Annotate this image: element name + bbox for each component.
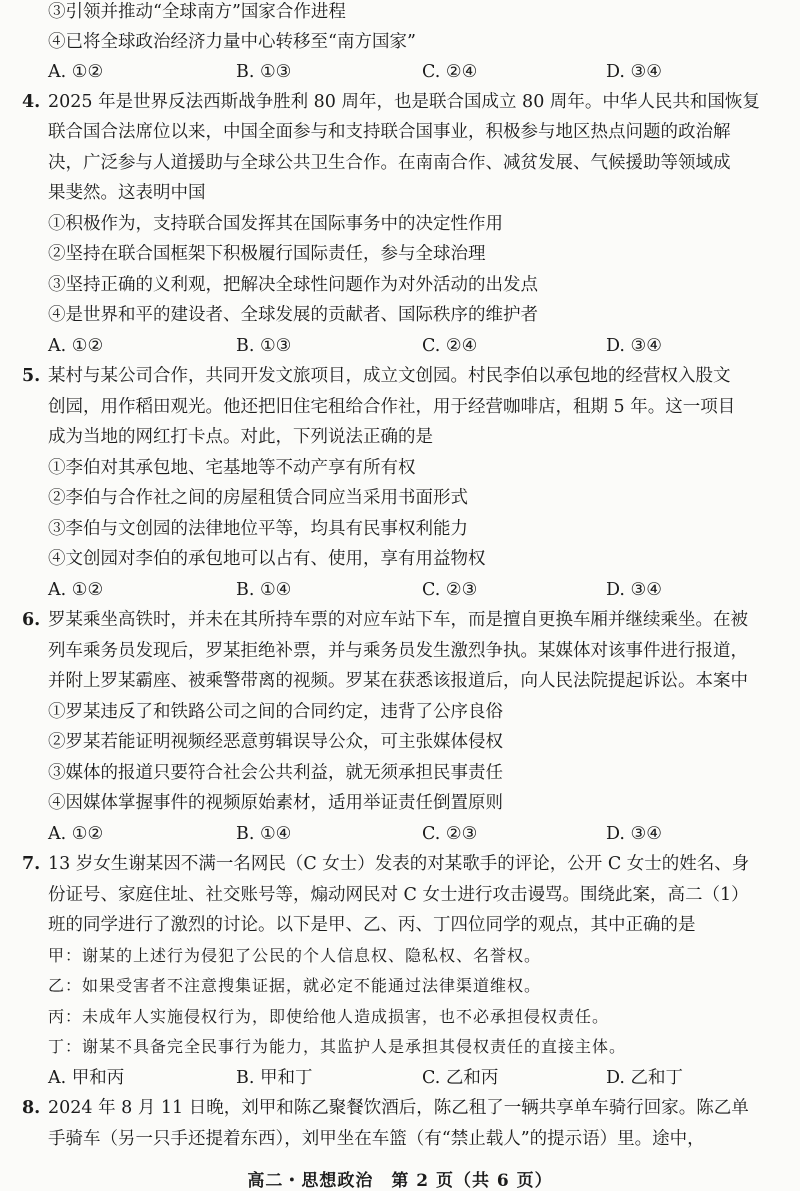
- q6-number: 6.: [22, 610, 41, 630]
- q3-statement-4: ④已将全球政治经济力量中心转移至“南方国家”: [48, 32, 416, 52]
- q7-choice-a: A. 甲和丙: [48, 1068, 125, 1088]
- q4-line-2: 联合国合法席位以来，中国全面参与和支持联合国事业，积极参与地区热点问题的政治解: [48, 122, 731, 142]
- q4-line-4: 果斐然。这表明中国: [48, 183, 206, 203]
- q7-number: 7.: [22, 854, 41, 874]
- q6-choices: [48, 821, 748, 847]
- q6-line-3: 并附上罗某霸座、被乘警带离的视频。罗某在获悉该报道后，向人民法院提起诉讼。本案中: [48, 671, 748, 691]
- q6-line-2: 列车乘务员发现后，罗某拒绝补票，并与乘务员发生激烈争执。某媒体对该事件进行报道，: [48, 641, 748, 661]
- q3-choice-a: A. ①②: [48, 62, 104, 82]
- q5-choices: [48, 577, 748, 603]
- q4-choice-d: D. ③④: [606, 336, 662, 356]
- q4-statement-4: ④是世界和平的建设者、全球发展的贡献者、国际秩序的维护者: [48, 305, 538, 325]
- q3-choice-b: B. ①③: [236, 62, 292, 82]
- q4-choice-a: A. ①②: [48, 336, 104, 356]
- q7-choice-c: C. 乙和丙: [422, 1068, 499, 1088]
- q7-view-jia: 甲：谢某的上述行为侵犯了公民的个人信息权、隐私权、名誉权。: [48, 946, 542, 965]
- q7-choices: [48, 1065, 748, 1091]
- q4-choices: [48, 333, 748, 359]
- q5-line-2: 创园，用作稻田观光。他还把旧住宅租给合作社，用于经营咖啡店，租期 5 年。这一项目: [48, 397, 736, 417]
- q4-statement-1: ①积极作为，支持联合国发挥其在国际事务中的决定性作用: [48, 214, 503, 234]
- q7-choice-b: B. 甲和丁: [236, 1068, 313, 1088]
- q5-choice-a: A. ①②: [48, 580, 104, 600]
- q7-view-ding: 丁：谢某不具备完全民事行为能力，其监护人是承担其侵权责任的直接主体。: [48, 1037, 627, 1056]
- q3-statement-3: ③引领并推动“全球南方”国家合作进程: [48, 2, 346, 22]
- q5-choice-b: B. ①④: [236, 580, 292, 600]
- q8-number: 8.: [22, 1098, 41, 1118]
- q7-view-yi: 乙：如果受害者不注意搜集证据，就必定不能通过法律渠道维权。: [48, 976, 542, 995]
- q6-choice-b: B. ①④: [236, 824, 292, 844]
- q5-statement-1: ①李伯对其承包地、宅基地等不动产享有所有权: [48, 458, 416, 478]
- q5-number: 5.: [22, 366, 41, 386]
- q3-choices: [48, 59, 748, 85]
- q7-view-bing: 丙：未成年人实施侵权行为，即使给他人造成损害，也不必承担侵权责任。: [48, 1007, 610, 1026]
- q4-choice-b: B. ①③: [236, 336, 292, 356]
- q3-choice-d: D. ③④: [606, 62, 662, 82]
- q7-choice-d: D. 乙和丁: [606, 1068, 684, 1088]
- q8-line-1: 8. 2024 年 8 月 11 日晚，刘甲和陈乙聚餐饮酒后，陈乙租了一辆共享单车骑行回家。陈乙单: [22, 1095, 780, 1121]
- q6-statement-2: ②罗某若能证明视频经恶意剪辑误导公众，可主张媒体侵权: [48, 732, 503, 752]
- q6-line-1: 6. 罗某乘坐高铁时，并未在其所持车票的对应车站下车，而是擅自更换车厢并继续乘坐。在被: [22, 607, 780, 633]
- q6-statement-1: ①罗某违反了和铁路公司之间的合同约定，违背了公序良俗: [48, 702, 503, 722]
- q5-line-1: 5. 某村与某公司合作，共同开发文旅项目，成立文创园。村民李伯以承包地的经营权入股文: [22, 363, 780, 389]
- q5-choice-d: D. ③④: [606, 580, 662, 600]
- q5-line-3: 成为当地的网红打卡点。对此，下列说法正确的是: [48, 427, 433, 447]
- q7-line-3: 班的同学进行了激烈的讨论。以下是甲、乙、丙、丁四位同学的观点，其中正确的是: [48, 915, 696, 935]
- q5-statement-2: ②李伯与合作社之间的房屋租赁合同应当采用书面形式: [48, 488, 468, 508]
- q5-statement-4: ④文创园对李伯的承包地可以占有、使用，享有用益物权: [48, 549, 486, 569]
- q4-line-1: 4. 2025 年是世界反法西斯战争胜利 80 周年，也是联合国成立 80 周年。中华人民共和国恢复: [22, 89, 780, 115]
- q6-choice-d: D. ③④: [606, 824, 662, 844]
- q6-choice-c: C. ②③: [422, 824, 478, 844]
- q5-choice-c: C. ②③: [422, 580, 478, 600]
- q7-line-2: 份证号、家庭住址、社交账号等，煽动网民对 C 女士进行攻击谩骂。围绕此案，高二（1）: [48, 885, 749, 905]
- q5-statement-3: ③李伯与文创园的法律地位平等，均具有民事权利能力: [48, 519, 468, 539]
- q4-statement-3: ③坚持正确的义利观，把解决全球性问题作为对外活动的出发点: [48, 275, 538, 295]
- q4-statement-2: ②坚持在联合国框架下积极履行国际责任，参与全球治理: [48, 244, 486, 264]
- q8-line-2: 手骑车（另一只手还提着东西），刘甲坐在车篮（有“禁止载人”的提示语）里。途中，: [48, 1129, 705, 1149]
- q6-choice-a: A. ①②: [48, 824, 104, 844]
- q6-statement-3: ③媒体的报道只要符合社会公共利益，就无须承担民事责任: [48, 763, 503, 783]
- q4-line-3: 决，广泛参与人道援助与全球公共卫生合作。在南南合作、减贫发展、气候援助等领域成: [48, 153, 731, 173]
- q4-number: 4.: [22, 92, 41, 112]
- q4-choice-c: C. ②④: [422, 336, 478, 356]
- page-footer: 高二・思想政治 第 2 页（共 6 页）: [247, 1171, 553, 1191]
- q3-choice-c: C. ②④: [422, 62, 478, 82]
- q6-statement-4: ④因媒体掌握事件的视频原始素材，适用举证责任倒置原则: [48, 793, 503, 813]
- q7-line-1: 7. 13 岁女生谢某因不满一名网民（C 女士）发表的对某歌手的评论，公开 C 女士的姓名、身: [22, 851, 780, 877]
